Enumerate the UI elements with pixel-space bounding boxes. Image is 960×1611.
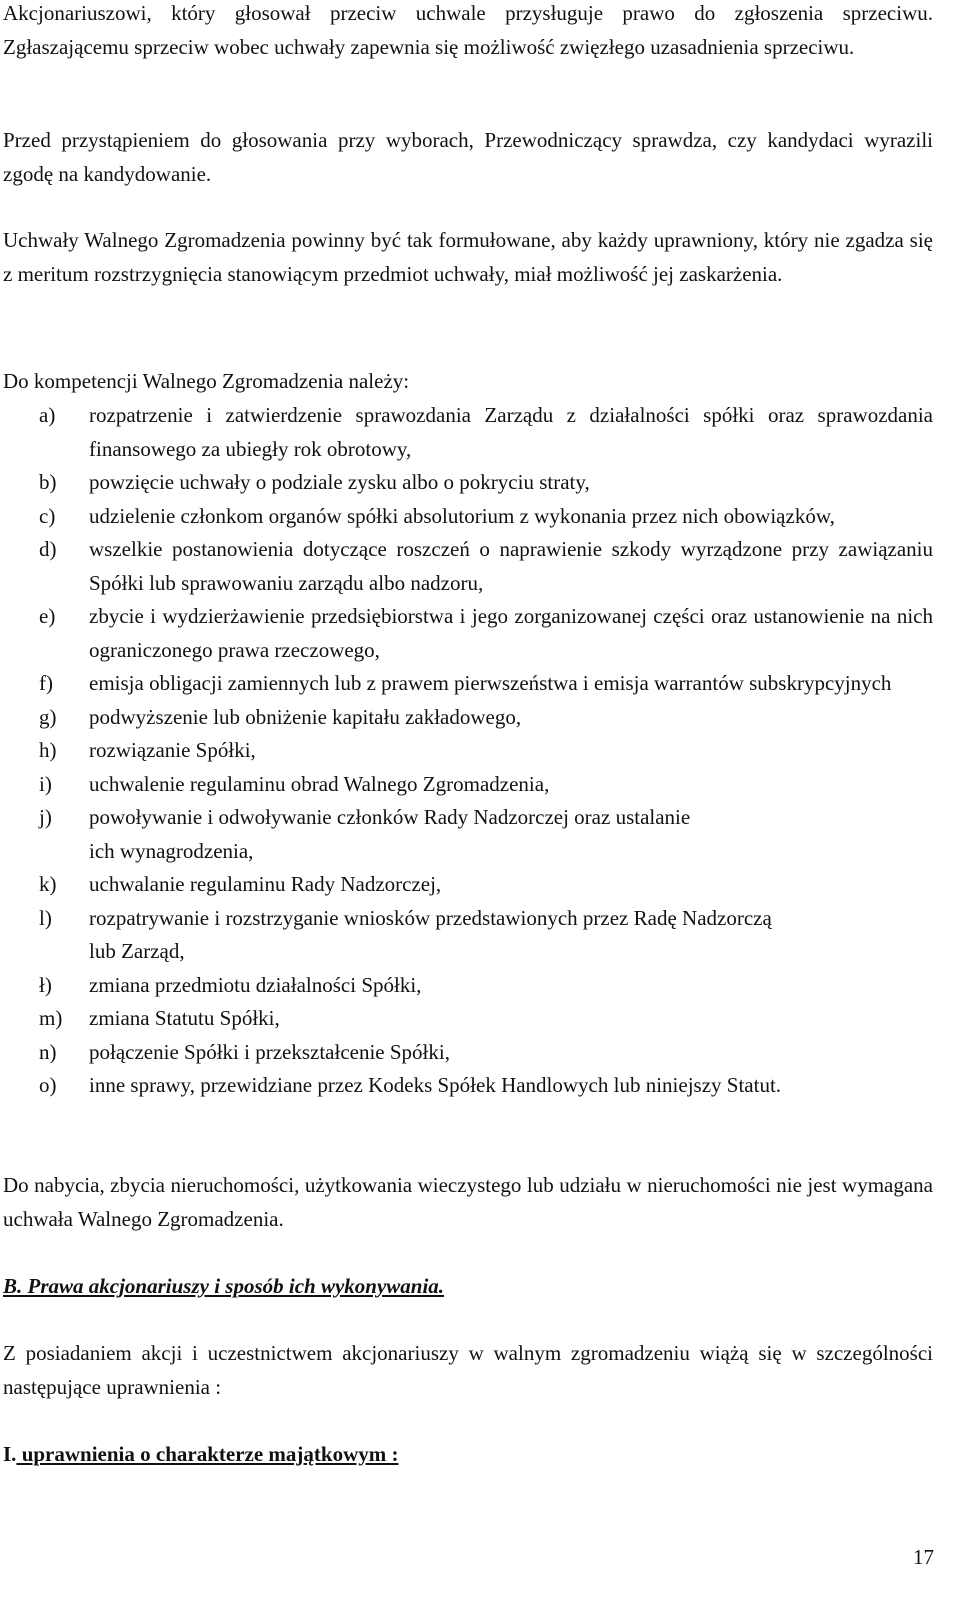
list-item-text: podwyższenie lub obniżenie kapitału zakładowego, [89,704,522,729]
list-item-text: rozpatrywanie i rozstrzyganie wniosków przedstawionych przez Radę Nadzorczą [89,905,772,930]
list-marker: j) [39,805,52,829]
list-item [3,734,933,768]
paragraph-resolutions: Uchwały Walnego Zgromadzenia powinny być tak formułowane, aby każdy uprawniony, który nie zgadza się z meritum rozstrzygnięcia stanowiącym przedmiot uchwały, miał możliwość jej zaskarżenia. [3,228,933,286]
list-marker: o) [39,1073,57,1097]
list-marker: d) [39,537,57,561]
list-item [3,533,933,600]
list-marker: g) [39,704,57,729]
list-item [3,701,933,735]
list-item-text: powzięcie uchwały o podziale zysku albo o pokryciu straty, [89,470,590,494]
paragraph-objection: Akcjonariuszowi, który głosował przeciw uchwale przysługuje prawo do zgłoszenia sprzeciwu. Zgłaszającemu sprzeciw wobec uchwały zapewnia się możliwość zwięzłego uzasadnienia sprzeciwu. [3,1,933,59]
list-marker: h) [39,738,57,762]
list-marker: k) [39,872,57,896]
list-item [3,768,933,802]
list-item [3,466,933,500]
paragraph-elections: Przed przystąpieniem do głosowania przy wyborach, Przewodniczący sprawdza, czy kandydaci wyrazili zgodę na kandydowanie. [3,128,933,186]
list-item-text: rozpatrzenie i zatwierdzenie sprawozdania Zarządu z działalności spółki oraz sprawozdania finansowego za ubiegły rok obrotowy, [89,403,933,461]
list-item-text: emisja obligacji zamiennych lub z prawem pierwszeństwa i emisja warrantów subskrypcyjnych [89,671,892,695]
section-heading-b: B. Prawa akcjonariuszy i sposób ich wykonywania. [3,1274,445,1298]
section-heading-i [3,1438,398,1472]
list-item-text: udzielenie członkom organów spółki absolutorium z wykonania przez nich obowiązków, [89,503,835,528]
list-item [3,667,933,701]
list-item [3,500,933,534]
paragraph-competences-intro: Do kompetencji Walnego Zgromadzenia należy: [3,369,410,393]
list-item [3,801,933,868]
list-item-text: rozwiązanie Spółki, [89,738,256,762]
list-item-text: zmiana przedmiotu działalności Spółki, [89,972,422,997]
list-marker: l) [39,905,52,930]
section-heading-i-number: I. [3,1442,17,1466]
list-item-text: uchwalenie regulaminu obrad Walnego Zgromadzenia, [89,771,550,796]
list-marker: b) [39,470,57,494]
section-heading-i-title: uprawnienia o charakterze majątkowym : [16,1442,399,1466]
list-marker: f) [39,671,53,695]
list-item [3,600,933,667]
list-item-continuation: lub Zarząd, [89,939,185,963]
paragraph-real-estate: Do nabycia, zbycia nieruchomości, użytkowania wieczystego lub udziału w nieruchomości nie jest wymagana uchwała Walnego Zgromadzenia. [3,1173,933,1231]
list-item [3,1036,933,1070]
list-item [3,902,933,969]
list-marker: ł) [39,972,52,997]
competences-list [3,399,933,1103]
page-number: 17 [913,1545,934,1569]
list-item [3,969,933,1003]
list-item-text: powoływanie i odwoływanie członków Rady Nadzorczej oraz ustalanie [89,805,691,829]
list-marker: c) [39,503,56,528]
list-marker: i) [39,771,52,796]
list-item-text: wszelkie postanowienia dotyczące roszczeń o naprawienie szkody wyrządzone przy zawiązaniu Spółki lub sprawowaniu zarządu albo nadzoru, [89,537,933,595]
list-marker: m) [39,1006,63,1030]
list-marker: e) [39,604,56,628]
list-item [3,1002,933,1036]
list-item [3,868,933,902]
paragraph-shareholder-rights: Z posiadaniem akcji i uczestnictwem akcjonariuszy w walnym zgromadzeniu wiążą się w szczególności następujące uprawnienia : [3,1341,933,1399]
list-item-text: inne sprawy, przewidziane przez Kodeks Spółek Handlowych lub niniejszy Statut. [89,1073,782,1097]
list-item [3,399,933,466]
list-item-text: zbycie i wydzierżawienie przedsiębiorstwa i jego zorganizowanej części oraz ustanowienie na nich ograniczonego prawa rzeczowego, [89,604,933,662]
list-item-text: połączenie Spółki i przekształcenie Spółki, [89,1039,450,1064]
list-item-text: uchwalanie regulaminu Rady Nadzorczej, [89,872,442,896]
list-item-text: zmiana Statutu Spółki, [89,1006,280,1030]
list-item-continuation: ich wynagrodzenia, [89,838,254,863]
list-marker: n) [39,1039,57,1064]
list-item [3,1069,933,1103]
list-marker: a) [39,403,56,427]
